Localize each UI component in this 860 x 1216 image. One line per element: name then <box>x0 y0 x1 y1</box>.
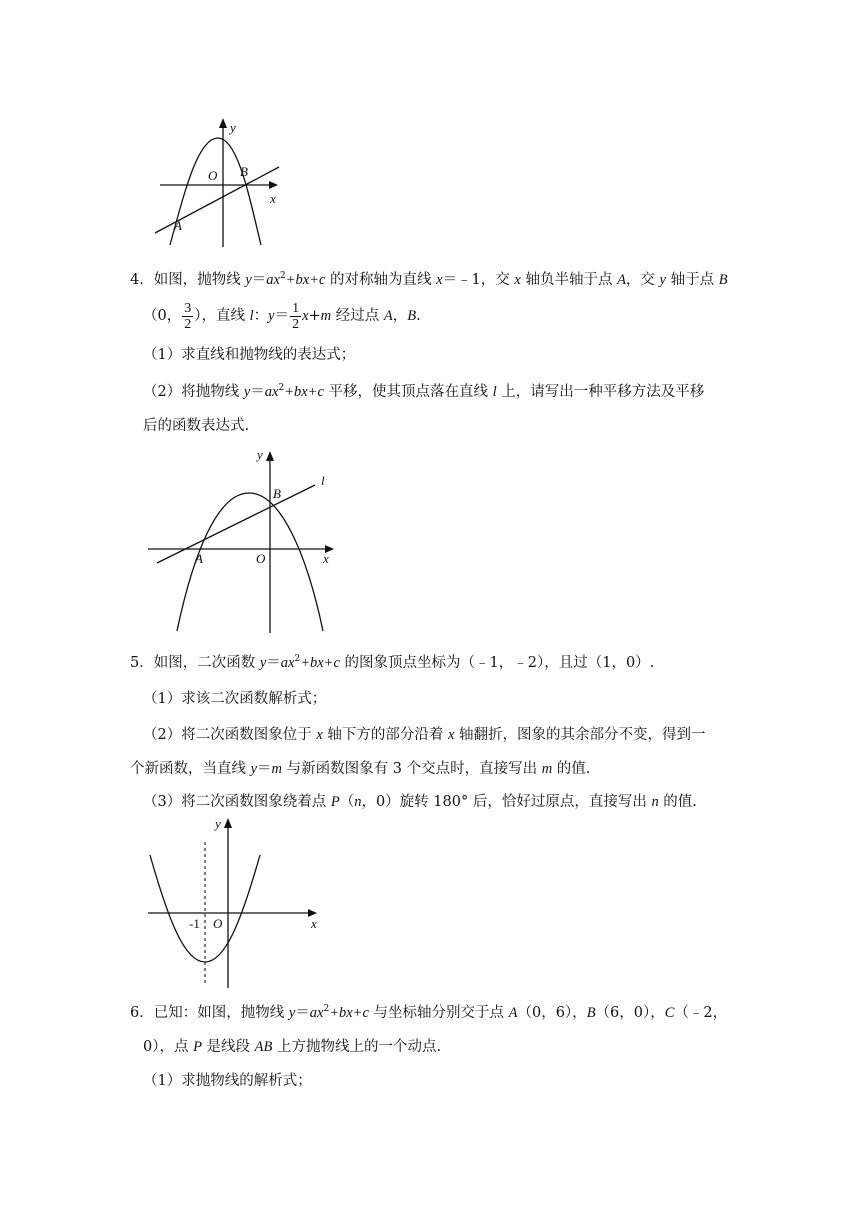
q5-sub1: （1）求该二次函数解析式； <box>143 691 327 707</box>
q4-sub2a: （2）将抛物线 $y=ax^2+bx+c$ 平移，使其顶点落在直线 l 上，请写出一种平移方法及平移 <box>143 383 705 400</box>
q5-sub3: （3）将二次函数图象绕着点 P（n，0）旋转 180° 后，恰好过原点，直接写出 n 的值. <box>143 794 697 810</box>
label-o: O <box>256 551 266 566</box>
label-l: l <box>321 473 325 488</box>
label-y: y <box>215 816 221 831</box>
q5-line1: 5．如图，二次函数 $y=ax^2+bx+c$ 的图象顶点坐标为（﹣1，﹣2），且过（1，0）. <box>130 654 655 671</box>
label-o: O <box>213 916 223 931</box>
label-x: x <box>323 551 329 566</box>
label-y: y <box>230 120 236 135</box>
y-axis-arrow-icon <box>219 118 227 128</box>
x-axis-arrow-icon <box>269 181 278 189</box>
figure-2-graph <box>145 445 345 635</box>
label-x: x <box>311 916 317 931</box>
figure-3-graph <box>145 812 330 990</box>
label-a: A <box>195 551 203 566</box>
q4-sub2b: 后的函数表达式. <box>143 418 250 434</box>
q6-line1: 6．已知：如图，抛物线 $y=ax^2+bx+c$ 与坐标轴分别交于点 A（0，6），B（6，0），C（﹣2， <box>130 1004 728 1021</box>
y-axis-arrow-icon <box>266 451 274 461</box>
label-x: x <box>270 191 276 206</box>
q6-line2: 0），点 P 是线段 AB 上方抛物线上的一个动点. <box>143 1039 442 1055</box>
figure-1-graph <box>150 110 290 250</box>
label-b: B <box>240 164 248 179</box>
q4-line1: 4．如图，抛物线 $y=ax^2+bx+c$ 的对称轴为直线 x＝﹣1，交 x 轴负半轴于点 A，交 y 轴于点 B <box>130 271 728 288</box>
q6-sub1: （1）求抛物线的解析式； <box>143 1073 312 1089</box>
fraction-3-2: $\frac{3}{2}$ <box>184 300 192 332</box>
y-axis-arrow-icon <box>224 818 232 828</box>
q4-line2: （0， $\frac{3}{2}$ ），直线 l：y＝ $\frac{1}{2}$ x+m 经过点 A，B. <box>143 300 421 332</box>
fraction-1-2: $\frac{1}{2}$ <box>292 300 300 332</box>
label-a: A <box>174 218 182 233</box>
label-o: O <box>208 168 218 183</box>
q4-sub1: （1）求直线和抛物线的表达式； <box>143 347 356 363</box>
q5-sub2a: （2）将二次函数图象位于 x 轴下方的部分沿着 x 轴翻折，图象的其余部分不变，得到一 <box>143 727 706 743</box>
q5-sub2b: 个新函数，当直线 y＝m 与新函数图象有 3 个交点时，直接写出 m 的值. <box>130 761 591 777</box>
label-y: y <box>257 447 263 462</box>
label-neg1: -1 <box>189 916 200 931</box>
label-b: B <box>273 486 281 501</box>
parabola <box>170 138 261 245</box>
